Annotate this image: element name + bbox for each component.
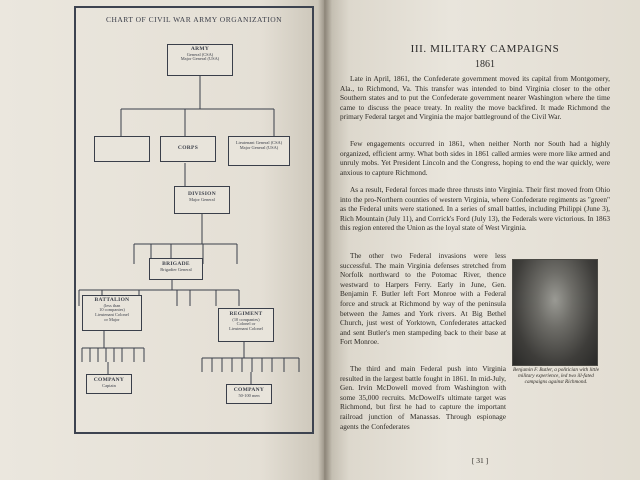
- photo-caption: Benjamin F. Butler, a politician with little military experience, led two ill-fated campaigns against Richmond.: [512, 367, 600, 386]
- paragraph-5: The third and main Federal push into Virginia resulted in the largest battle fought in 1861. In mid-July, Gen. Irvin McDowell moved from Washington with some 35,000 recruits. McDowell's ultimate target was Richmond, but first he had to capture the important railroad junction of Manassas. Through espionage agents the Confederates: [340, 364, 506, 431]
- right-unit-rank-2: Major General (USA): [239, 144, 279, 150]
- regiment-title: REGIMENT: [229, 311, 263, 317]
- corps-box: [160, 136, 216, 162]
- section-title: III. MILITARY CAMPAIGNS: [410, 43, 560, 55]
- paragraph-4: The other two Federal invasions were less successful. The main Virginia defenses stretched from Norfolk northward to the Potomac River, thence westward to Harpers Ferry. Early in June, Gen. Benjamin F. Butler left Fort Monroe with a Federal force and struck at Richmond by way of the peninsula between the James and York rivers. At Big Bethel Church, just west of Yorktown, Confederates attacked and sent Butler's men stampeding back to their base at Fort Monroe.: [340, 251, 506, 347]
- battalion-line-2: 10 companies): [99, 307, 125, 313]
- brigade-box: [149, 258, 203, 280]
- corps-title: CORPS: [177, 145, 199, 151]
- division-box: [174, 186, 230, 214]
- army-rank-1: General (CSA): [186, 51, 214, 57]
- paragraph-3: As a result, Federal forces made three thrusts into Virginia. Their first moved from Ohio into the pro-Northern counties of western Virginia, where Confederate regiments as "green" as the Federal units were stationed. In a series of small battles, including Philippi (June 3), Rich Mountain (July 11), and Corrick's Ford (July 13), the Federals were victorious. In 1863 this region entered the Union as the loyal state of West Virginia.: [340, 185, 610, 233]
- brigade-rank: Brigadier General: [160, 266, 192, 272]
- chart-title: CHART OF CIVIL WAR ARMY ORGANIZATION: [105, 15, 283, 24]
- company-left-box: [86, 374, 132, 394]
- battalion-line-3: Lieutenant Colonel: [95, 312, 129, 318]
- brigade-title: BRIGADE: [162, 261, 190, 267]
- company-right-title: COMPANY: [233, 387, 265, 393]
- paragraph-1: Late in April, 1861, the Confederate government moved its capital from Montgomery, Ala., to Richmond, Va. This transfer was intended to bind Virginia closer to the other Southern states and to put the Confederate government nearer Washington where the time came to discuss the peace treaty. In reality the move backfired. It made Richmond the primary Federal target and Virginia the major battleground of the Civil War.: [340, 74, 610, 122]
- battalion-line-4: or Major: [104, 316, 120, 322]
- company-left-title: COMPANY: [93, 377, 125, 383]
- right-unit-box: [228, 136, 290, 166]
- company-right-size: 50-100 men: [238, 392, 260, 398]
- battalion-title: BATTALION: [94, 297, 130, 303]
- army-title: ARMY: [190, 46, 210, 52]
- division-rank: Major General: [189, 196, 215, 202]
- army-rank-2: Major General (USA): [180, 56, 220, 62]
- division-title: DIVISION: [187, 191, 217, 197]
- regiment-line-1: (10 companies): [232, 316, 260, 322]
- paragraph-2: Few engagements occurred in 1861, when neither North nor South had a highly organized, efficient army. What both sides in 1861 called armies were more like armed and unruly mobs. Yet President Lincoln and the Congress, hoping to end the war quickly, were anxious to capture Richmond.: [340, 139, 610, 177]
- regiment-box: [218, 308, 274, 342]
- butler-portrait-image: [512, 259, 598, 366]
- army-box: [167, 44, 233, 76]
- battalion-line-1: (less than: [103, 302, 121, 308]
- section-year: 1861: [475, 59, 495, 70]
- page-number: [ 31 ]: [471, 456, 489, 465]
- company-left-rank: Captain: [102, 382, 116, 388]
- regiment-line-2: Colonel or: [236, 321, 256, 327]
- company-right-box: [226, 384, 272, 404]
- regiment-line-3: Lieutenant Colonel: [229, 326, 263, 332]
- book-gutter: [318, 0, 332, 480]
- right-unit-rank-1: Lieutenant General (CSA): [235, 140, 283, 145]
- battalion-box: [82, 295, 142, 331]
- left-unit-box: [94, 136, 150, 162]
